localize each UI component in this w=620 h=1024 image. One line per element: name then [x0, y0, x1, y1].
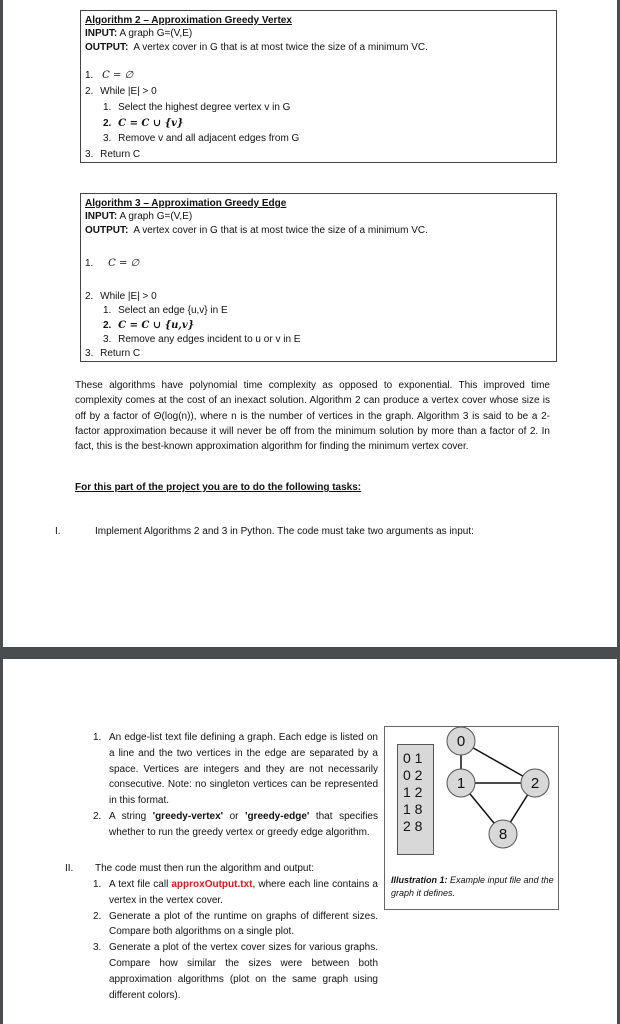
list-item: 3. Generate a plot of the vertex cover sizes for various graphs. Compare how similar the sizes were between both approximation algorithms (plot on the same graph using different colors). [93, 942, 378, 1001]
step: 2. While |E| > 0 [85, 86, 157, 97]
edge-list-file [397, 744, 434, 855]
algorithm-3-title: Algorithm 3 – Approximation Greedy Edge [85, 198, 287, 209]
algorithm-2-box [80, 10, 557, 163]
substep: 1. Select an edge {u,v} in E [103, 305, 228, 316]
task-2-number: II. [65, 863, 74, 874]
algorithm-2-input: INPUT: A graph G=(V,E) [85, 28, 193, 39]
step: 3. Return C [85, 149, 141, 160]
step: 2. While |E| > 0 [85, 291, 157, 302]
task-1-number: I. [55, 526, 61, 537]
list-item: 2. Generate a plot of the runtime on graphs of different sizes. Compare both algorithms on a single plot. [93, 910, 378, 938]
substep: 2. C = C ∪ {u,v} [103, 320, 195, 331]
algorithm-2-output: OUTPUT: A vertex cover in G that is at most twice the size of a minimum VC. [85, 42, 428, 53]
edge-line: 1 8 [403, 801, 423, 817]
list-item: 1. An edge-list text file defining a graph. Each edge is listed on a line and the two vertices in the edge are separated by a space. Vertices are integers and they are not necessarily consecutive. Note: no singleton vertices can be represented in this format. [93, 732, 378, 807]
page-2 [3, 659, 617, 1024]
edge-line: 1 2 [403, 784, 423, 800]
substep: 1. Select the highest degree vertex v in G [103, 102, 291, 113]
edge-line: 0 1 [403, 750, 423, 766]
node-label: 8 [498, 826, 508, 843]
list-item: 2. A string 'greedy-vertex' or 'greedy-edge' that specifies whether to run the greedy vertex or greedy edge algorithm. [93, 810, 378, 838]
illustration-1 [384, 726, 559, 910]
tasks-heading: For this part of the project you are to do the following tasks: [75, 482, 362, 493]
graph-drawing [440, 727, 560, 872]
step: 3. Return C [85, 348, 141, 359]
step: 1. C = ∅ [85, 70, 134, 81]
input-arguments-list [93, 730, 378, 841]
substep: 3. Remove any edges incident to u or v in E [103, 334, 301, 345]
algorithm-3-input: INPUT: A graph G=(V,E) [85, 211, 193, 222]
node-label: 0 [456, 733, 466, 750]
node-label: 2 [530, 775, 540, 792]
output-list [93, 877, 378, 1003]
list-item: 1. A text file call approxOutput.txt, where each line contains a vertex in the vertex cover. [93, 879, 378, 906]
node-label: 1 [456, 775, 466, 792]
edge-line: 0 2 [403, 767, 423, 783]
substep: 3. Remove v and all adjacent edges from G [103, 133, 300, 144]
complexity-paragraph: These algorithms have polynomial time complexity as opposed to exponential. This improved time complexity comes at the cost of an inexact solution. Algorithm 2 can produce a vertex cover whose size is off by a factor of Θ(log(n)), where n is the number of vertices in the graph. Algorithm 3 is said to be a 2-factor approximation because it will never be off from the minimum solution by more than a factor of 2. In fact, this is the best-known approximation algorithm for finding the minimum vertex cover. [75, 380, 550, 453]
page-1 [3, 0, 617, 647]
illustration-caption: Illustration 1: Example input file and the graph it defines. [391, 875, 554, 898]
algorithm-3-output: OUTPUT: A vertex cover in G that is at most twice the size of a minimum VC. [85, 225, 428, 236]
task-2-text: The code must then run the algorithm and output: [95, 863, 315, 874]
task-1-text: Implement Algorithms 2 and 3 in Python. The code must take two arguments as input: [95, 526, 474, 537]
algorithm-3-box [80, 193, 557, 362]
edge-line: 2 8 [403, 818, 423, 834]
substep: 2. C = C ∪ {v} [103, 118, 184, 129]
algorithm-2-title: Algorithm 2 – Approximation Greedy Vertex [85, 15, 292, 26]
step: 1. C = ∅ [85, 258, 140, 269]
